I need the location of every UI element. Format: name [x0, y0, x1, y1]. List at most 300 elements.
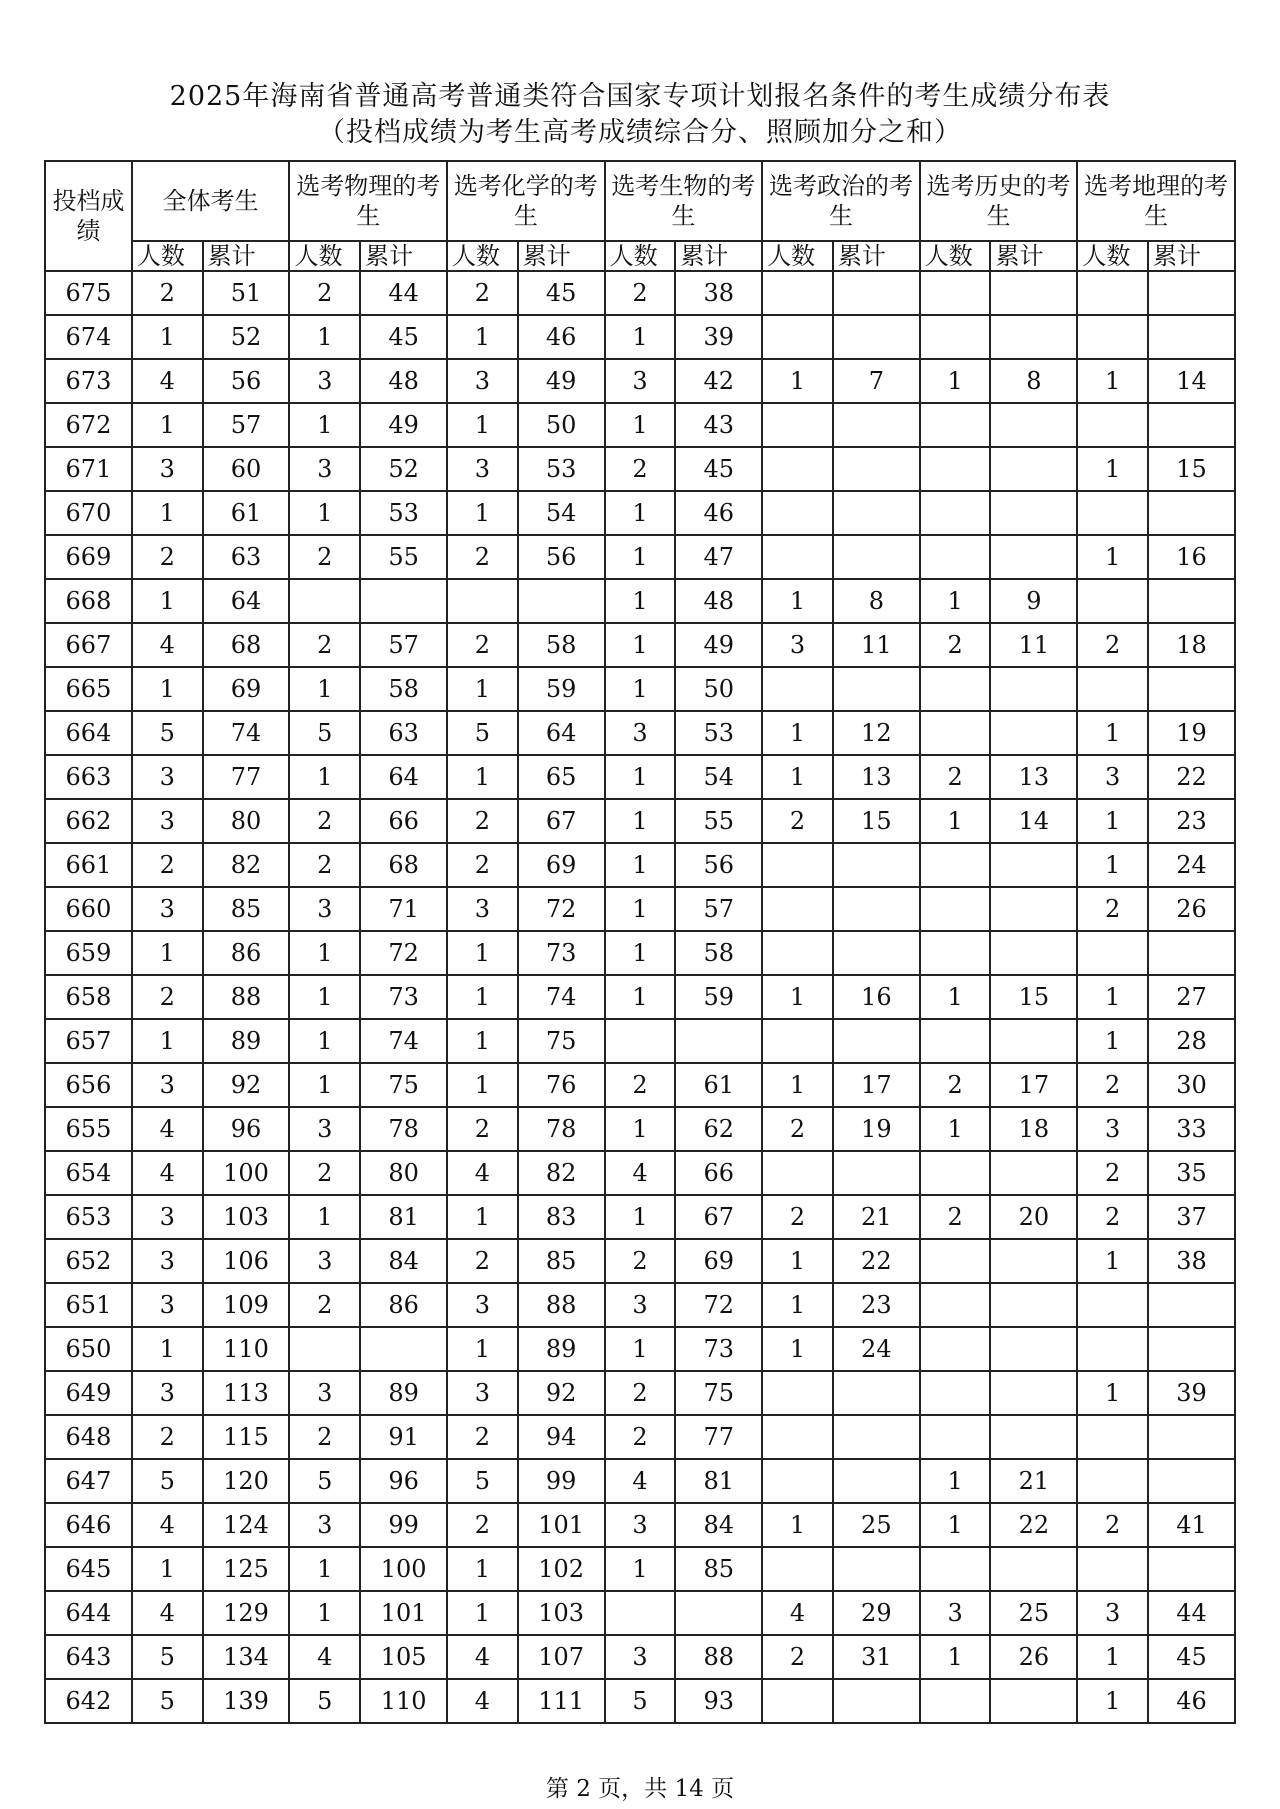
cumulative-cell: [1148, 579, 1235, 623]
count-cell: [762, 403, 833, 447]
cumulative-cell: [833, 667, 920, 711]
count-cell: 4: [447, 1151, 518, 1195]
count-cell: 3: [289, 1503, 360, 1547]
cumulative-cell: 80: [360, 1151, 447, 1195]
count-cell: 2: [289, 271, 360, 315]
cumulative-cell: 86: [203, 931, 290, 975]
cumulative-cell: 33: [1148, 1107, 1235, 1151]
cumulative-cell: 75: [675, 1371, 762, 1415]
count-cell: 1: [920, 1107, 991, 1151]
cumulative-cell: 29: [833, 1591, 920, 1635]
score-distribution-table: [44, 160, 1236, 1724]
count-cell: 1: [762, 975, 833, 1019]
count-cell: 1: [920, 1459, 991, 1503]
table-row: [45, 491, 1235, 535]
cumulative-cell: 76: [518, 1063, 605, 1107]
cumulative-cell: 28: [1148, 1019, 1235, 1063]
count-cell: 1: [920, 799, 991, 843]
cumulative-cell: [518, 579, 605, 623]
count-cell: 1: [132, 1019, 203, 1063]
cumulative-cell: 60: [203, 447, 290, 491]
count-cell: [920, 271, 991, 315]
count-cell: 1: [447, 1547, 518, 1591]
cumulative-cell: 49: [675, 623, 762, 667]
count-cell: [762, 447, 833, 491]
cumulative-cell: 35: [1148, 1151, 1235, 1195]
count-cell: 1: [1077, 359, 1148, 403]
cumulative-cell: 26: [990, 1635, 1077, 1679]
cumulative-cell: 55: [675, 799, 762, 843]
cumulative-cell: 44: [360, 271, 447, 315]
score-cell: 659: [45, 931, 132, 975]
cumulative-cell: 73: [675, 1327, 762, 1371]
count-cell: 1: [447, 975, 518, 1019]
count-cell: 2: [132, 271, 203, 315]
table-row: [45, 447, 1235, 491]
cumulative-cell: [675, 1591, 762, 1635]
count-cell: 3: [289, 447, 360, 491]
cumulative-cell: 49: [360, 403, 447, 447]
count-cell: 3: [605, 711, 676, 755]
count-cell: [762, 271, 833, 315]
score-cell: 660: [45, 887, 132, 931]
cumulative-cell: 93: [675, 1679, 762, 1723]
cumulative-cell: 96: [203, 1107, 290, 1151]
cumulative-cell: 57: [360, 623, 447, 667]
cumulative-cell: 73: [360, 975, 447, 1019]
count-cell: 1: [762, 579, 833, 623]
score-cell: 644: [45, 1591, 132, 1635]
group-header-politics: 选考政治的考生: [762, 161, 920, 241]
count-cell: 1: [920, 1635, 991, 1679]
count-cell: 5: [132, 1679, 203, 1723]
cumulative-cell: 124: [203, 1503, 290, 1547]
cumulative-cell: 88: [518, 1283, 605, 1327]
count-cell: 2: [920, 623, 991, 667]
count-header: 人数: [920, 241, 991, 271]
count-cell: 3: [762, 623, 833, 667]
cumulative-cell: 83: [518, 1195, 605, 1239]
count-cell: [762, 887, 833, 931]
score-cell: 656: [45, 1063, 132, 1107]
count-cell: 1: [605, 1547, 676, 1591]
count-cell: 5: [447, 711, 518, 755]
cumulative-cell: 111: [518, 1679, 605, 1723]
cumulative-cell: 81: [675, 1459, 762, 1503]
count-cell: 2: [289, 843, 360, 887]
count-cell: [920, 491, 991, 535]
count-cell: 1: [289, 1195, 360, 1239]
count-cell: 1: [1077, 711, 1148, 755]
count-cell: 4: [447, 1679, 518, 1723]
cumulative-cell: 38: [675, 271, 762, 315]
count-cell: [920, 1019, 991, 1063]
cumulative-header: 累计: [518, 241, 605, 271]
count-cell: [289, 579, 360, 623]
cumulative-cell: [990, 843, 1077, 887]
cumulative-cell: 27: [1148, 975, 1235, 1019]
cumulative-cell: 74: [518, 975, 605, 1019]
cumulative-cell: 75: [360, 1063, 447, 1107]
cumulative-cell: [833, 1547, 920, 1591]
count-cell: [762, 315, 833, 359]
count-cell: 3: [132, 799, 203, 843]
count-cell: 3: [132, 1283, 203, 1327]
cumulative-cell: 57: [203, 403, 290, 447]
table-row: [45, 623, 1235, 667]
cumulative-cell: 75: [518, 1019, 605, 1063]
count-cell: 3: [132, 1239, 203, 1283]
score-cell: 651: [45, 1283, 132, 1327]
count-cell: 5: [289, 711, 360, 755]
count-cell: 1: [289, 1547, 360, 1591]
count-cell: [1077, 579, 1148, 623]
count-cell: 1: [920, 975, 991, 1019]
count-cell: 3: [289, 887, 360, 931]
cumulative-header: 累计: [203, 241, 290, 271]
cumulative-cell: [833, 535, 920, 579]
count-cell: 1: [605, 1195, 676, 1239]
count-cell: 4: [132, 1503, 203, 1547]
cumulative-cell: [833, 447, 920, 491]
count-cell: 3: [132, 755, 203, 799]
cumulative-cell: [833, 315, 920, 359]
score-cell: 663: [45, 755, 132, 799]
count-cell: 4: [132, 1591, 203, 1635]
count-cell: 1: [1077, 799, 1148, 843]
score-cell: 642: [45, 1679, 132, 1723]
cumulative-cell: 25: [990, 1591, 1077, 1635]
count-cell: 1: [447, 755, 518, 799]
cumulative-cell: 68: [203, 623, 290, 667]
count-cell: [920, 931, 991, 975]
count-cell: [920, 887, 991, 931]
cumulative-cell: 84: [360, 1239, 447, 1283]
score-cell: 673: [45, 359, 132, 403]
count-cell: 2: [762, 1195, 833, 1239]
score-cell: 669: [45, 535, 132, 579]
table-row: [45, 667, 1235, 711]
table-row: [45, 1019, 1235, 1063]
count-cell: 3: [447, 1283, 518, 1327]
cumulative-cell: 86: [360, 1283, 447, 1327]
count-cell: 1: [920, 579, 991, 623]
count-cell: 5: [132, 1635, 203, 1679]
count-cell: 1: [605, 1327, 676, 1371]
count-cell: 1: [289, 403, 360, 447]
score-cell: 658: [45, 975, 132, 1019]
count-cell: [762, 667, 833, 711]
score-cell: 661: [45, 843, 132, 887]
group-header-chemistry: 选考化学的考生: [447, 161, 605, 241]
cumulative-cell: 19: [1148, 711, 1235, 755]
table-row: [45, 579, 1235, 623]
count-cell: [920, 447, 991, 491]
cumulative-cell: 77: [675, 1415, 762, 1459]
table-row: [45, 1371, 1235, 1415]
count-cell: 3: [1077, 755, 1148, 799]
cumulative-cell: [833, 843, 920, 887]
count-header: 人数: [762, 241, 833, 271]
cumulative-cell: 14: [990, 799, 1077, 843]
cumulative-cell: 88: [675, 1635, 762, 1679]
count-cell: 2: [447, 535, 518, 579]
count-cell: [920, 1283, 991, 1327]
cumulative-cell: 74: [203, 711, 290, 755]
cumulative-cell: 74: [360, 1019, 447, 1063]
cumulative-cell: 91: [360, 1415, 447, 1459]
count-cell: 3: [920, 1591, 991, 1635]
count-cell: 1: [1077, 843, 1148, 887]
count-cell: 4: [447, 1635, 518, 1679]
count-cell: [762, 931, 833, 975]
cumulative-cell: 115: [203, 1415, 290, 1459]
cumulative-cell: 39: [675, 315, 762, 359]
cumulative-cell: 56: [518, 535, 605, 579]
cumulative-cell: 45: [360, 315, 447, 359]
cumulative-cell: 63: [203, 535, 290, 579]
count-cell: 1: [762, 711, 833, 755]
count-cell: 3: [605, 1503, 676, 1547]
count-cell: 1: [605, 887, 676, 931]
score-cell: 664: [45, 711, 132, 755]
cumulative-header: 累计: [990, 241, 1077, 271]
count-cell: [920, 535, 991, 579]
count-cell: 2: [605, 1415, 676, 1459]
count-cell: 1: [132, 667, 203, 711]
table-row: [45, 271, 1235, 315]
cumulative-cell: 12: [833, 711, 920, 755]
count-cell: 1: [447, 931, 518, 975]
count-cell: 2: [447, 1107, 518, 1151]
count-cell: [920, 1151, 991, 1195]
count-cell: 1: [605, 755, 676, 799]
count-cell: 3: [447, 359, 518, 403]
count-cell: [289, 1327, 360, 1371]
cumulative-cell: 16: [1148, 535, 1235, 579]
count-cell: 1: [762, 359, 833, 403]
cumulative-cell: [990, 1239, 1077, 1283]
cumulative-cell: [1148, 271, 1235, 315]
count-cell: 4: [605, 1151, 676, 1195]
cumulative-cell: [990, 403, 1077, 447]
count-cell: 1: [447, 1327, 518, 1371]
table-row: [45, 975, 1235, 1019]
count-cell: [1077, 1459, 1148, 1503]
table-row: [45, 1239, 1235, 1283]
cumulative-cell: 99: [518, 1459, 605, 1503]
cumulative-cell: 103: [203, 1195, 290, 1239]
count-cell: 2: [132, 843, 203, 887]
cumulative-cell: 11: [990, 623, 1077, 667]
cumulative-cell: 96: [360, 1459, 447, 1503]
count-cell: 3: [289, 1371, 360, 1415]
page-title: 2025年海南省普通高考普通类符合国家专项计划报名条件的考生成绩分布表: [169, 81, 1111, 112]
cumulative-cell: 92: [203, 1063, 290, 1107]
count-cell: 1: [447, 1591, 518, 1635]
cumulative-cell: 31: [833, 1635, 920, 1679]
count-cell: 3: [289, 359, 360, 403]
count-cell: 2: [1077, 887, 1148, 931]
count-cell: 1: [447, 1063, 518, 1107]
cumulative-cell: [990, 1679, 1077, 1723]
cumulative-cell: 113: [203, 1371, 290, 1415]
cumulative-cell: 77: [203, 755, 290, 799]
count-cell: [920, 1371, 991, 1415]
cumulative-cell: 89: [360, 1371, 447, 1415]
cumulative-cell: 56: [675, 843, 762, 887]
cumulative-cell: 106: [203, 1239, 290, 1283]
count-cell: 2: [289, 1151, 360, 1195]
score-cell: 672: [45, 403, 132, 447]
count-cell: 2: [920, 755, 991, 799]
count-cell: 3: [132, 1371, 203, 1415]
cumulative-cell: 134: [203, 1635, 290, 1679]
cumulative-cell: [833, 1371, 920, 1415]
cumulative-cell: 52: [203, 315, 290, 359]
count-cell: [920, 1547, 991, 1591]
cumulative-cell: 102: [518, 1547, 605, 1591]
count-cell: 1: [289, 491, 360, 535]
table-row: [45, 1107, 1235, 1151]
table-row: [45, 1547, 1235, 1591]
cumulative-cell: 61: [203, 491, 290, 535]
cumulative-cell: 9: [990, 579, 1077, 623]
count-cell: 1: [1077, 975, 1148, 1019]
count-cell: 2: [762, 799, 833, 843]
count-cell: 5: [447, 1459, 518, 1503]
table-row: [45, 1151, 1235, 1195]
count-cell: 3: [1077, 1107, 1148, 1151]
count-cell: 2: [605, 271, 676, 315]
cumulative-cell: 8: [990, 359, 1077, 403]
count-header: 人数: [605, 241, 676, 271]
count-cell: [762, 1459, 833, 1503]
cumulative-cell: 26: [1148, 887, 1235, 931]
score-cell: 657: [45, 1019, 132, 1063]
count-cell: 1: [605, 315, 676, 359]
count-cell: [1077, 1283, 1148, 1327]
count-header: 人数: [1077, 241, 1148, 271]
count-cell: 2: [605, 1371, 676, 1415]
cumulative-header: 累计: [675, 241, 762, 271]
cumulative-cell: 47: [675, 535, 762, 579]
group-header-all: 全体考生: [132, 161, 290, 241]
count-cell: 1: [762, 1503, 833, 1547]
count-cell: 3: [447, 447, 518, 491]
cumulative-cell: 107: [518, 1635, 605, 1679]
cumulative-cell: 94: [518, 1415, 605, 1459]
cumulative-cell: [1148, 403, 1235, 447]
cumulative-cell: 52: [360, 447, 447, 491]
cumulative-cell: 30: [1148, 1063, 1235, 1107]
cumulative-cell: 85: [675, 1547, 762, 1591]
cumulative-cell: 46: [675, 491, 762, 535]
score-cell: 674: [45, 315, 132, 359]
count-cell: 1: [762, 1327, 833, 1371]
table-row: [45, 1503, 1235, 1547]
table-row: [45, 931, 1235, 975]
cumulative-cell: 72: [518, 887, 605, 931]
count-cell: 1: [762, 1239, 833, 1283]
count-cell: 2: [605, 1239, 676, 1283]
count-cell: 4: [132, 1107, 203, 1151]
cumulative-header: 累计: [833, 241, 920, 271]
group-header-biology: 选考生物的考生: [605, 161, 763, 241]
count-cell: 5: [132, 711, 203, 755]
cumulative-cell: 53: [675, 711, 762, 755]
count-cell: 5: [289, 1679, 360, 1723]
count-cell: 1: [132, 931, 203, 975]
cumulative-cell: 54: [675, 755, 762, 799]
cumulative-cell: 38: [1148, 1239, 1235, 1283]
count-cell: 3: [289, 1239, 360, 1283]
cumulative-cell: 66: [360, 799, 447, 843]
cumulative-cell: 89: [518, 1327, 605, 1371]
cumulative-cell: 109: [203, 1283, 290, 1327]
count-cell: 1: [289, 1591, 360, 1635]
table-row: [45, 887, 1235, 931]
cumulative-cell: 13: [833, 755, 920, 799]
cumulative-cell: 85: [203, 887, 290, 931]
count-cell: 2: [920, 1195, 991, 1239]
cumulative-cell: 45: [1148, 1635, 1235, 1679]
cumulative-cell: 101: [360, 1591, 447, 1635]
count-cell: 1: [132, 579, 203, 623]
cumulative-cell: 69: [675, 1239, 762, 1283]
cumulative-cell: 139: [203, 1679, 290, 1723]
count-cell: 5: [289, 1459, 360, 1503]
count-cell: 2: [1077, 1063, 1148, 1107]
count-cell: 1: [762, 1283, 833, 1327]
count-cell: [1077, 1327, 1148, 1371]
cumulative-cell: 81: [360, 1195, 447, 1239]
cumulative-cell: 67: [675, 1195, 762, 1239]
count-cell: 1: [762, 1063, 833, 1107]
cumulative-cell: [833, 887, 920, 931]
cumulative-cell: 66: [675, 1151, 762, 1195]
cumulative-cell: [833, 271, 920, 315]
cumulative-cell: 72: [675, 1283, 762, 1327]
cumulative-cell: [990, 491, 1077, 535]
group-header-geography: 选考地理的考生: [1077, 161, 1235, 241]
cumulative-cell: [990, 1415, 1077, 1459]
count-cell: 1: [605, 931, 676, 975]
count-cell: 1: [289, 315, 360, 359]
count-cell: 3: [132, 887, 203, 931]
table-row: [45, 403, 1235, 447]
cumulative-cell: 46: [1148, 1679, 1235, 1723]
count-cell: 3: [132, 447, 203, 491]
cumulative-cell: 37: [1148, 1195, 1235, 1239]
cumulative-cell: 120: [203, 1459, 290, 1503]
count-cell: 1: [1077, 1019, 1148, 1063]
cumulative-cell: 17: [990, 1063, 1077, 1107]
group-header-history: 选考历史的考生: [920, 161, 1078, 241]
count-cell: 1: [605, 535, 676, 579]
count-cell: 2: [762, 1635, 833, 1679]
score-cell: 671: [45, 447, 132, 491]
cumulative-cell: 89: [203, 1019, 290, 1063]
cumulative-cell: 15: [1148, 447, 1235, 491]
table-row: [45, 711, 1235, 755]
count-cell: 2: [447, 1239, 518, 1283]
cumulative-cell: [990, 1019, 1077, 1063]
cumulative-cell: 23: [833, 1283, 920, 1327]
count-cell: [762, 1019, 833, 1063]
cumulative-cell: 21: [990, 1459, 1077, 1503]
count-cell: 1: [1077, 1371, 1148, 1415]
